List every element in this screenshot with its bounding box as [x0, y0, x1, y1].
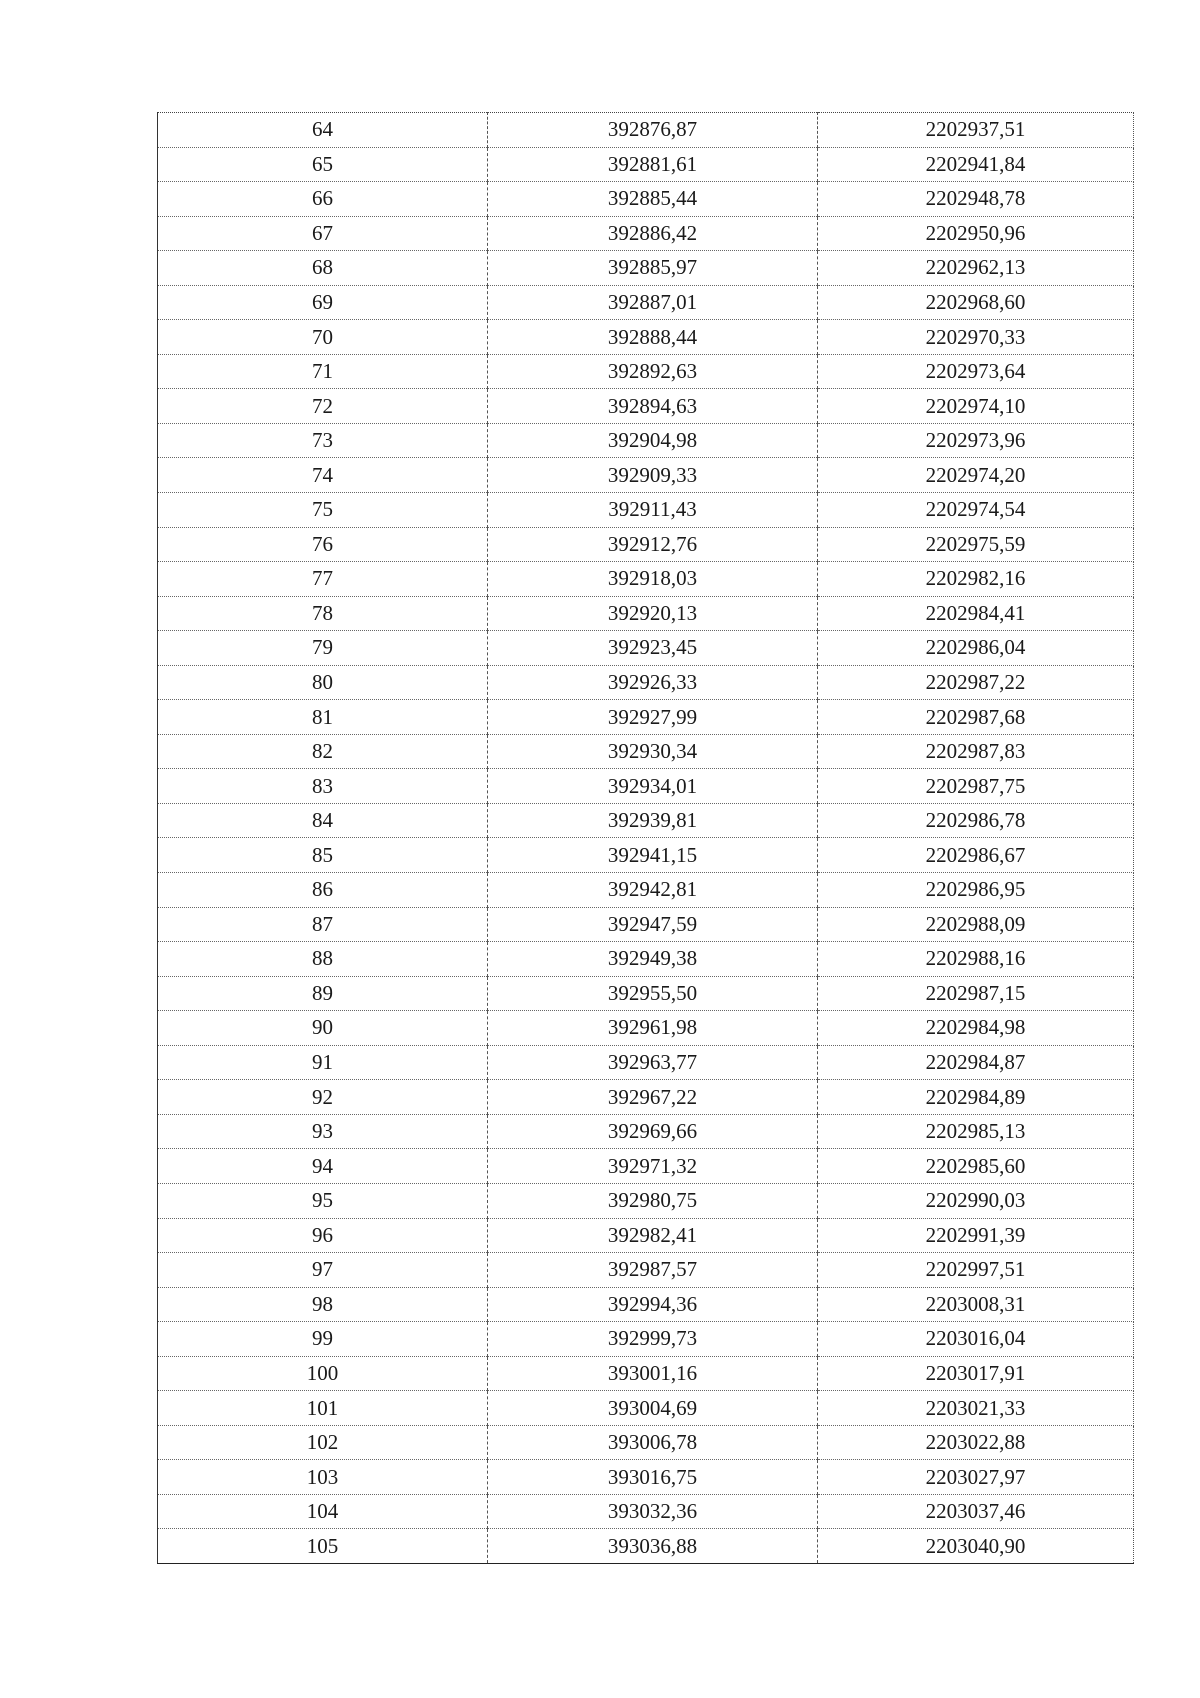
- table-row: [158, 1149, 1134, 1184]
- coordinates-table-body: [158, 113, 1134, 1564]
- y-coordinate-cell: 2202997,51: [818, 1253, 1134, 1288]
- x-coordinate-cell: 392886,42: [488, 216, 818, 251]
- point-number-cell: 97: [158, 1253, 488, 1288]
- point-number-cell: 96: [158, 1218, 488, 1253]
- y-coordinate-cell: 2202973,96: [818, 423, 1134, 458]
- table-row: [158, 493, 1134, 528]
- point-number-cell: 90: [158, 1011, 488, 1046]
- x-coordinate-cell: 392885,44: [488, 182, 818, 217]
- x-coordinate-cell: 392904,98: [488, 423, 818, 458]
- x-coordinate-cell: 392926,33: [488, 665, 818, 700]
- x-coordinate-cell: 392967,22: [488, 1080, 818, 1115]
- y-coordinate-cell: 2202987,75: [818, 769, 1134, 804]
- y-coordinate-cell: 2202984,41: [818, 596, 1134, 631]
- x-coordinate-cell: 392888,44: [488, 320, 818, 355]
- x-coordinate-cell: 393036,88: [488, 1529, 818, 1564]
- table-row: [158, 562, 1134, 597]
- point-number-cell: 86: [158, 873, 488, 908]
- y-coordinate-cell: 2202990,03: [818, 1183, 1134, 1218]
- x-coordinate-cell: 392971,32: [488, 1149, 818, 1184]
- y-coordinate-cell: 2203008,31: [818, 1287, 1134, 1322]
- point-number-cell: 84: [158, 803, 488, 838]
- table-row: [158, 1045, 1134, 1080]
- y-coordinate-cell: 2202937,51: [818, 113, 1134, 148]
- x-coordinate-cell: 393032,36: [488, 1494, 818, 1529]
- table-row: [158, 251, 1134, 286]
- point-number-cell: 68: [158, 251, 488, 286]
- y-coordinate-cell: 2202991,39: [818, 1218, 1134, 1253]
- table-row: [158, 665, 1134, 700]
- point-number-cell: 79: [158, 631, 488, 666]
- table-row: [158, 942, 1134, 977]
- y-coordinate-cell: 2202986,04: [818, 631, 1134, 666]
- y-coordinate-cell: 2202986,95: [818, 873, 1134, 908]
- x-coordinate-cell: 392894,63: [488, 389, 818, 424]
- x-coordinate-cell: 392892,63: [488, 354, 818, 389]
- table-row: [158, 700, 1134, 735]
- x-coordinate-cell: 392911,43: [488, 493, 818, 528]
- x-coordinate-cell: 392930,34: [488, 734, 818, 769]
- table-row: [158, 113, 1134, 148]
- point-number-cell: 75: [158, 493, 488, 528]
- table-row: [158, 1529, 1134, 1564]
- table-row: [158, 1425, 1134, 1460]
- table-row: [158, 285, 1134, 320]
- y-coordinate-cell: 2202984,87: [818, 1045, 1134, 1080]
- x-coordinate-cell: 393016,75: [488, 1460, 818, 1495]
- x-coordinate-cell: 392947,59: [488, 907, 818, 942]
- table-row: [158, 1460, 1134, 1495]
- x-coordinate-cell: 392876,87: [488, 113, 818, 148]
- point-number-cell: 82: [158, 734, 488, 769]
- point-number-cell: 87: [158, 907, 488, 942]
- point-number-cell: 67: [158, 216, 488, 251]
- table-row: [158, 769, 1134, 804]
- point-number-cell: 80: [158, 665, 488, 700]
- y-coordinate-cell: 2202984,89: [818, 1080, 1134, 1115]
- table-row: [158, 596, 1134, 631]
- x-coordinate-cell: 392980,75: [488, 1183, 818, 1218]
- point-number-cell: 81: [158, 700, 488, 735]
- x-coordinate-cell: 392969,66: [488, 1114, 818, 1149]
- table-row: [158, 182, 1134, 217]
- point-number-cell: 88: [158, 942, 488, 977]
- point-number-cell: 99: [158, 1322, 488, 1357]
- table-row: [158, 1356, 1134, 1391]
- point-number-cell: 102: [158, 1425, 488, 1460]
- point-number-cell: 78: [158, 596, 488, 631]
- y-coordinate-cell: 2202982,16: [818, 562, 1134, 597]
- table-row: [158, 216, 1134, 251]
- y-coordinate-cell: 2202950,96: [818, 216, 1134, 251]
- x-coordinate-cell: 392961,98: [488, 1011, 818, 1046]
- table-row: [158, 389, 1134, 424]
- y-coordinate-cell: 2202974,20: [818, 458, 1134, 493]
- y-coordinate-cell: 2202941,84: [818, 147, 1134, 182]
- table-row: [158, 873, 1134, 908]
- y-coordinate-cell: 2202970,33: [818, 320, 1134, 355]
- x-coordinate-cell: 392955,50: [488, 976, 818, 1011]
- point-number-cell: 85: [158, 838, 488, 873]
- point-number-cell: 105: [158, 1529, 488, 1564]
- table-row: [158, 1218, 1134, 1253]
- x-coordinate-cell: 392918,03: [488, 562, 818, 597]
- table-row: [158, 907, 1134, 942]
- coordinates-table: [157, 112, 1134, 1564]
- x-coordinate-cell: 392987,57: [488, 1253, 818, 1288]
- x-coordinate-cell: 392923,45: [488, 631, 818, 666]
- point-number-cell: 77: [158, 562, 488, 597]
- table-row: [158, 734, 1134, 769]
- table-row: [158, 1287, 1134, 1322]
- x-coordinate-cell: 392994,36: [488, 1287, 818, 1322]
- x-coordinate-cell: 392963,77: [488, 1045, 818, 1080]
- table-row: [158, 527, 1134, 562]
- point-number-cell: 83: [158, 769, 488, 804]
- x-coordinate-cell: 392909,33: [488, 458, 818, 493]
- point-number-cell: 72: [158, 389, 488, 424]
- y-coordinate-cell: 2203040,90: [818, 1529, 1134, 1564]
- point-number-cell: 91: [158, 1045, 488, 1080]
- point-number-cell: 66: [158, 182, 488, 217]
- y-coordinate-cell: 2203027,97: [818, 1460, 1134, 1495]
- x-coordinate-cell: 392982,41: [488, 1218, 818, 1253]
- y-coordinate-cell: 2202975,59: [818, 527, 1134, 562]
- table-row: [158, 1391, 1134, 1426]
- table-row: [158, 1322, 1134, 1357]
- point-number-cell: 73: [158, 423, 488, 458]
- table-row: [158, 838, 1134, 873]
- y-coordinate-cell: 2202987,15: [818, 976, 1134, 1011]
- point-number-cell: 100: [158, 1356, 488, 1391]
- point-number-cell: 94: [158, 1149, 488, 1184]
- y-coordinate-cell: 2202974,10: [818, 389, 1134, 424]
- table-row: [158, 423, 1134, 458]
- y-coordinate-cell: 2202948,78: [818, 182, 1134, 217]
- point-number-cell: 95: [158, 1183, 488, 1218]
- table-row: [158, 1011, 1134, 1046]
- y-coordinate-cell: 2202987,83: [818, 734, 1134, 769]
- x-coordinate-cell: 392941,15: [488, 838, 818, 873]
- point-number-cell: 92: [158, 1080, 488, 1115]
- point-number-cell: 70: [158, 320, 488, 355]
- y-coordinate-cell: 2202988,16: [818, 942, 1134, 977]
- x-coordinate-cell: 393004,69: [488, 1391, 818, 1426]
- point-number-cell: 101: [158, 1391, 488, 1426]
- x-coordinate-cell: 392885,97: [488, 251, 818, 286]
- table-row: [158, 1080, 1134, 1115]
- point-number-cell: 89: [158, 976, 488, 1011]
- y-coordinate-cell: 2202985,13: [818, 1114, 1134, 1149]
- y-coordinate-cell: 2202986,67: [818, 838, 1134, 873]
- y-coordinate-cell: 2202962,13: [818, 251, 1134, 286]
- x-coordinate-cell: 392927,99: [488, 700, 818, 735]
- x-coordinate-cell: 392887,01: [488, 285, 818, 320]
- point-number-cell: 69: [158, 285, 488, 320]
- table-row: [158, 631, 1134, 666]
- y-coordinate-cell: 2202974,54: [818, 493, 1134, 528]
- x-coordinate-cell: 392942,81: [488, 873, 818, 908]
- point-number-cell: 98: [158, 1287, 488, 1322]
- table-row: [158, 1494, 1134, 1529]
- y-coordinate-cell: 2202987,68: [818, 700, 1134, 735]
- table-row: [158, 458, 1134, 493]
- point-number-cell: 93: [158, 1114, 488, 1149]
- y-coordinate-cell: 2203017,91: [818, 1356, 1134, 1391]
- x-coordinate-cell: 392912,76: [488, 527, 818, 562]
- table-row: [158, 1114, 1134, 1149]
- y-coordinate-cell: 2202986,78: [818, 803, 1134, 838]
- point-number-cell: 104: [158, 1494, 488, 1529]
- x-coordinate-cell: 393001,16: [488, 1356, 818, 1391]
- table-row: [158, 976, 1134, 1011]
- y-coordinate-cell: 2202985,60: [818, 1149, 1134, 1184]
- y-coordinate-cell: 2203037,46: [818, 1494, 1134, 1529]
- y-coordinate-cell: 2202968,60: [818, 285, 1134, 320]
- x-coordinate-cell: 392949,38: [488, 942, 818, 977]
- point-number-cell: 65: [158, 147, 488, 182]
- table-row: [158, 1183, 1134, 1218]
- point-number-cell: 74: [158, 458, 488, 493]
- y-coordinate-cell: 2203016,04: [818, 1322, 1134, 1357]
- point-number-cell: 71: [158, 354, 488, 389]
- y-coordinate-cell: 2202987,22: [818, 665, 1134, 700]
- table-row: [158, 803, 1134, 838]
- y-coordinate-cell: 2202973,64: [818, 354, 1134, 389]
- y-coordinate-cell: 2202988,09: [818, 907, 1134, 942]
- x-coordinate-cell: 392934,01: [488, 769, 818, 804]
- table-row: [158, 354, 1134, 389]
- x-coordinate-cell: 392881,61: [488, 147, 818, 182]
- y-coordinate-cell: 2202984,98: [818, 1011, 1134, 1046]
- point-number-cell: 76: [158, 527, 488, 562]
- table-row: [158, 147, 1134, 182]
- table-row: [158, 320, 1134, 355]
- y-coordinate-cell: 2203021,33: [818, 1391, 1134, 1426]
- table-row: [158, 1253, 1134, 1288]
- x-coordinate-cell: 392999,73: [488, 1322, 818, 1357]
- x-coordinate-cell: 392920,13: [488, 596, 818, 631]
- point-number-cell: 103: [158, 1460, 488, 1495]
- x-coordinate-cell: 393006,78: [488, 1425, 818, 1460]
- x-coordinate-cell: 392939,81: [488, 803, 818, 838]
- y-coordinate-cell: 2203022,88: [818, 1425, 1134, 1460]
- point-number-cell: 64: [158, 113, 488, 148]
